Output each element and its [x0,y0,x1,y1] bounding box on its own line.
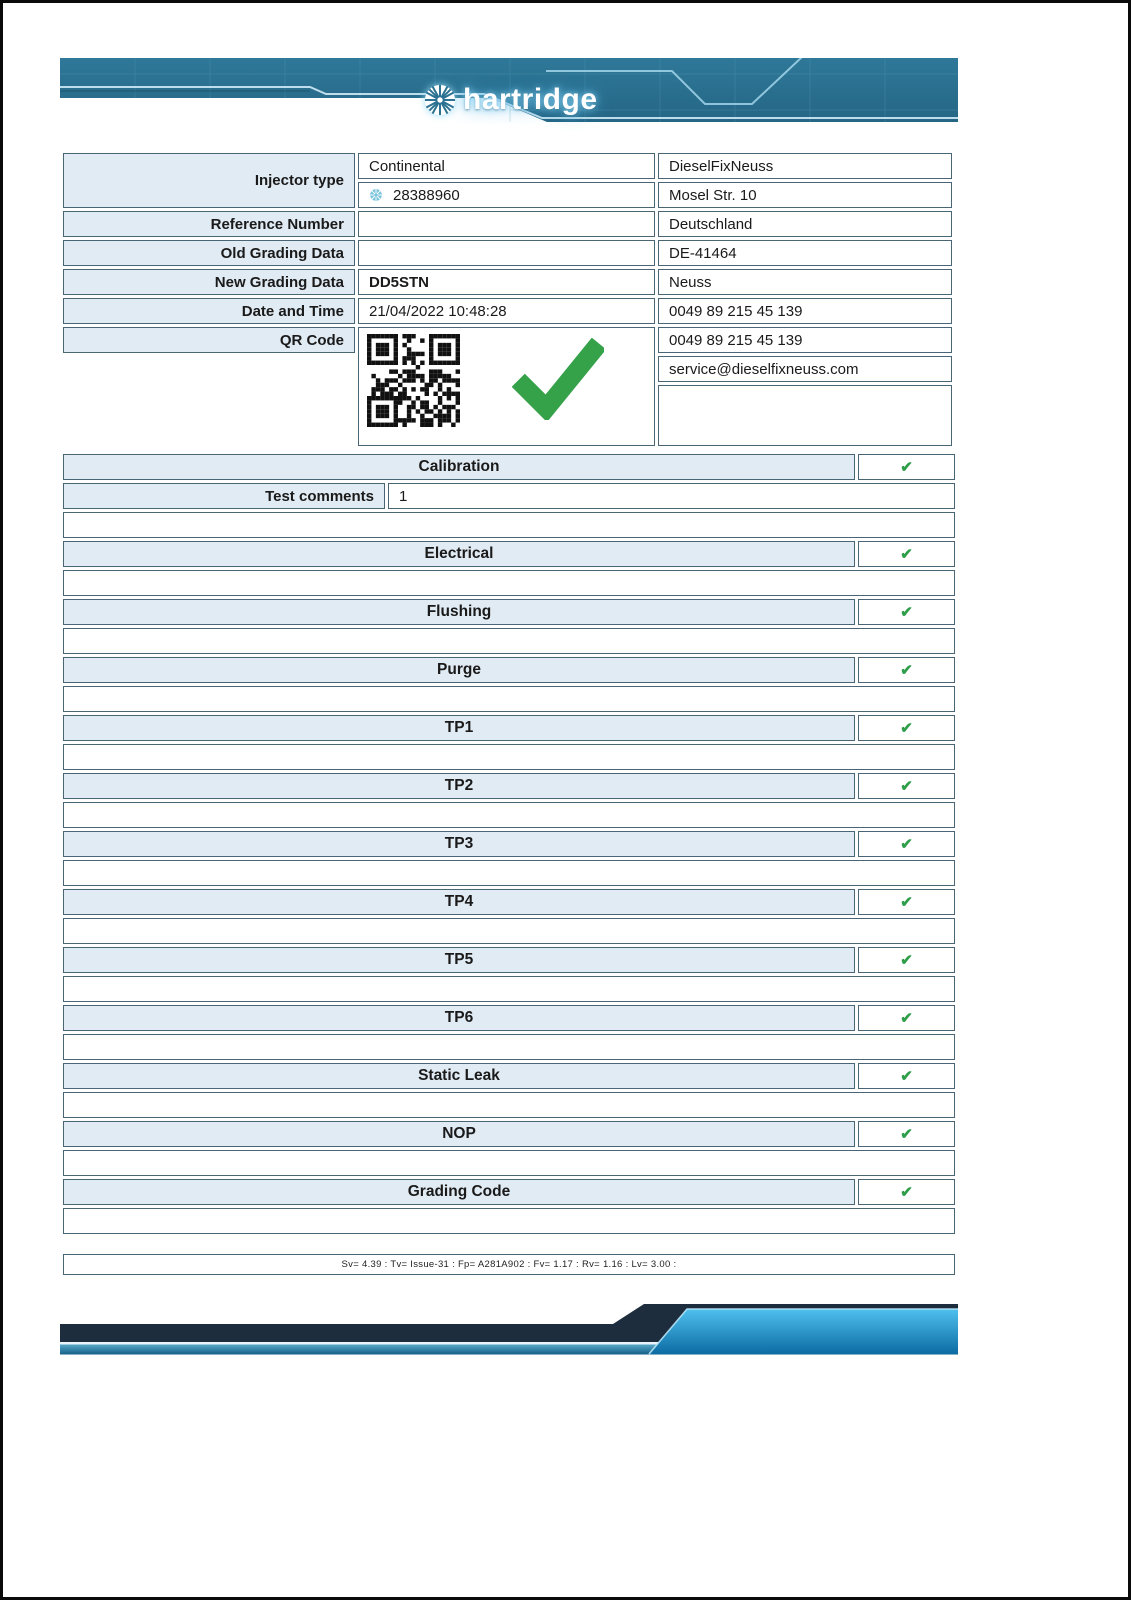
customer-empty-cell [658,385,952,446]
section-title-text: Purge [437,661,481,678]
customer-name: DieselFixNeuss [658,153,952,179]
section-tp2 [63,773,955,828]
section-title-text: TP4 [444,893,474,910]
qr-code-cell [358,327,655,446]
section-header-row [63,657,955,683]
section-static-leak [63,1063,955,1118]
value-reference-number [358,211,655,237]
section-title [63,889,855,915]
spacer-row [63,1092,955,1118]
check-icon: ✔ [900,661,913,679]
test-comments-value: 1 [388,483,955,509]
section-header-row [63,889,955,915]
section-tp3 [63,831,955,886]
check-icon: ✔ [900,835,913,853]
section-header-row [63,1179,955,1205]
section-result-cell [858,1179,955,1205]
section-nop [63,1121,955,1176]
spacer-row [63,570,955,596]
section-header-row [63,541,955,567]
injector-info-table [63,153,955,446]
section-header-row [63,831,955,857]
section-title-text: NOP [442,1125,476,1142]
test-sections [63,454,955,1275]
section-title [63,454,855,480]
spacer-row [63,918,955,944]
customer-street: Mosel Str. 10 [658,182,952,208]
section-result-cell [858,657,955,683]
hartridge-logo [422,82,598,118]
spacer-row [63,512,955,538]
section-calibration [63,454,955,538]
section-result-cell [858,599,955,625]
section-title-text: TP1 [444,719,474,736]
section-result-cell [858,715,955,741]
check-icon: ✔ [900,951,913,969]
customer-phone-1: 0049 89 215 45 139 [658,298,952,324]
customer-phone-2: 0049 89 215 45 139 [658,327,952,353]
section-title-text: TP3 [444,835,474,852]
section-result-cell [858,1063,955,1089]
value-date-and-time: 21/04/2022 10:48:28 [358,298,655,324]
check-icon: ✔ [900,458,913,476]
section-title-text: Static Leak [418,1067,500,1084]
section-title-text: TP6 [444,1009,474,1026]
section-title [63,1121,855,1147]
check-icon: ✔ [900,719,913,737]
check-icon: ✔ [900,777,913,795]
check-icon: ✔ [900,1067,913,1085]
label-reference-number: Reference Number [63,211,355,237]
section-title [63,1063,855,1089]
section-result-cell [858,947,955,973]
section-tp5 [63,947,955,1002]
test-comments-label: Test comments [63,483,385,509]
spacer-row [63,1034,955,1060]
section-title-text: TP5 [444,951,474,968]
section-header-row [63,1121,955,1147]
section-header-row [63,599,955,625]
section-header-row [63,947,955,973]
value-old-grading-data [358,240,655,266]
section-tp4 [63,889,955,944]
section-flushing [63,599,955,654]
header-banner [60,58,958,124]
section-result-cell [858,1121,955,1147]
customer-country: Deutschland [658,211,952,237]
version-info-text: Sv= 4.39 : Tv= Issue-31 : Fp= A281A902 : Fv= 1.17 : Rv= 1.16 : Lv= 3.00 : [341,1259,677,1270]
section-title [63,831,855,857]
section-result-cell [858,454,955,480]
value-injector-make: Continental [358,153,655,179]
pass-check-icon [512,338,604,420]
check-icon: ✔ [900,1009,913,1027]
check-icon: ✔ [900,603,913,621]
label-old-grading-data: Old Grading Data [63,240,355,266]
footer-banner [60,1297,958,1359]
check-icon: ✔ [900,1125,913,1143]
spacer-row [63,802,955,828]
injector-number-text: 28388960 [393,186,460,204]
section-title-text: Flushing [426,603,492,620]
section-result-cell [858,1005,955,1031]
section-title [63,947,855,973]
qr-code [367,334,460,427]
check-icon: ✔ [900,893,913,911]
section-title [63,1179,855,1205]
section-result-cell [858,889,955,915]
page-content [60,58,958,1359]
section-header-row [63,773,955,799]
section-title [63,599,855,625]
brand-name: hartridge [463,83,598,116]
label-injector-type: Injector type [63,153,355,208]
section-result-cell [858,541,955,567]
check-icon: ✔ [900,545,913,563]
section-purge [63,657,955,712]
injector-wheel-icon [369,188,383,202]
spacer-row [63,628,955,654]
section-header-row [63,715,955,741]
section-header-row [63,1005,955,1031]
label-date-and-time: Date and Time [63,298,355,324]
section-result-cell [858,773,955,799]
customer-email: service@dieselfixneuss.com [658,356,952,382]
customer-postcode: DE-41464 [658,240,952,266]
value-injector-number [358,182,655,208]
section-header-row [63,1063,955,1089]
section-title-text: Calibration [418,458,500,475]
section-title [63,541,855,567]
test-comments-row [63,483,955,509]
section-title [63,715,855,741]
spacer-row [63,1150,955,1176]
section-title-text: TP2 [444,777,474,794]
spacer-row [63,860,955,886]
section-result-cell [858,831,955,857]
spacer-row [63,1208,955,1234]
section-title-text: Grading Code [407,1183,511,1200]
spacer-row [63,744,955,770]
section-tp1 [63,715,955,770]
section-tp6 [63,1005,955,1060]
customer-city: Neuss [658,269,952,295]
hartridge-wheel-icon [422,82,458,118]
section-title [63,657,855,683]
spacer-row [63,686,955,712]
label-qr-code: QR Code [63,327,355,353]
section-groups [63,541,955,1234]
label-new-grading-data: New Grading Data [63,269,355,295]
section-title [63,773,855,799]
section-title-text: Electrical [424,545,494,562]
value-new-grading-data: DD5STN [358,269,655,295]
section-title [63,1005,855,1031]
version-info-row [63,1254,955,1275]
section-grading-code [63,1179,955,1234]
section-header-row [63,454,955,480]
section-electrical [63,541,955,596]
spacer-row [63,976,955,1002]
check-icon: ✔ [900,1183,913,1201]
